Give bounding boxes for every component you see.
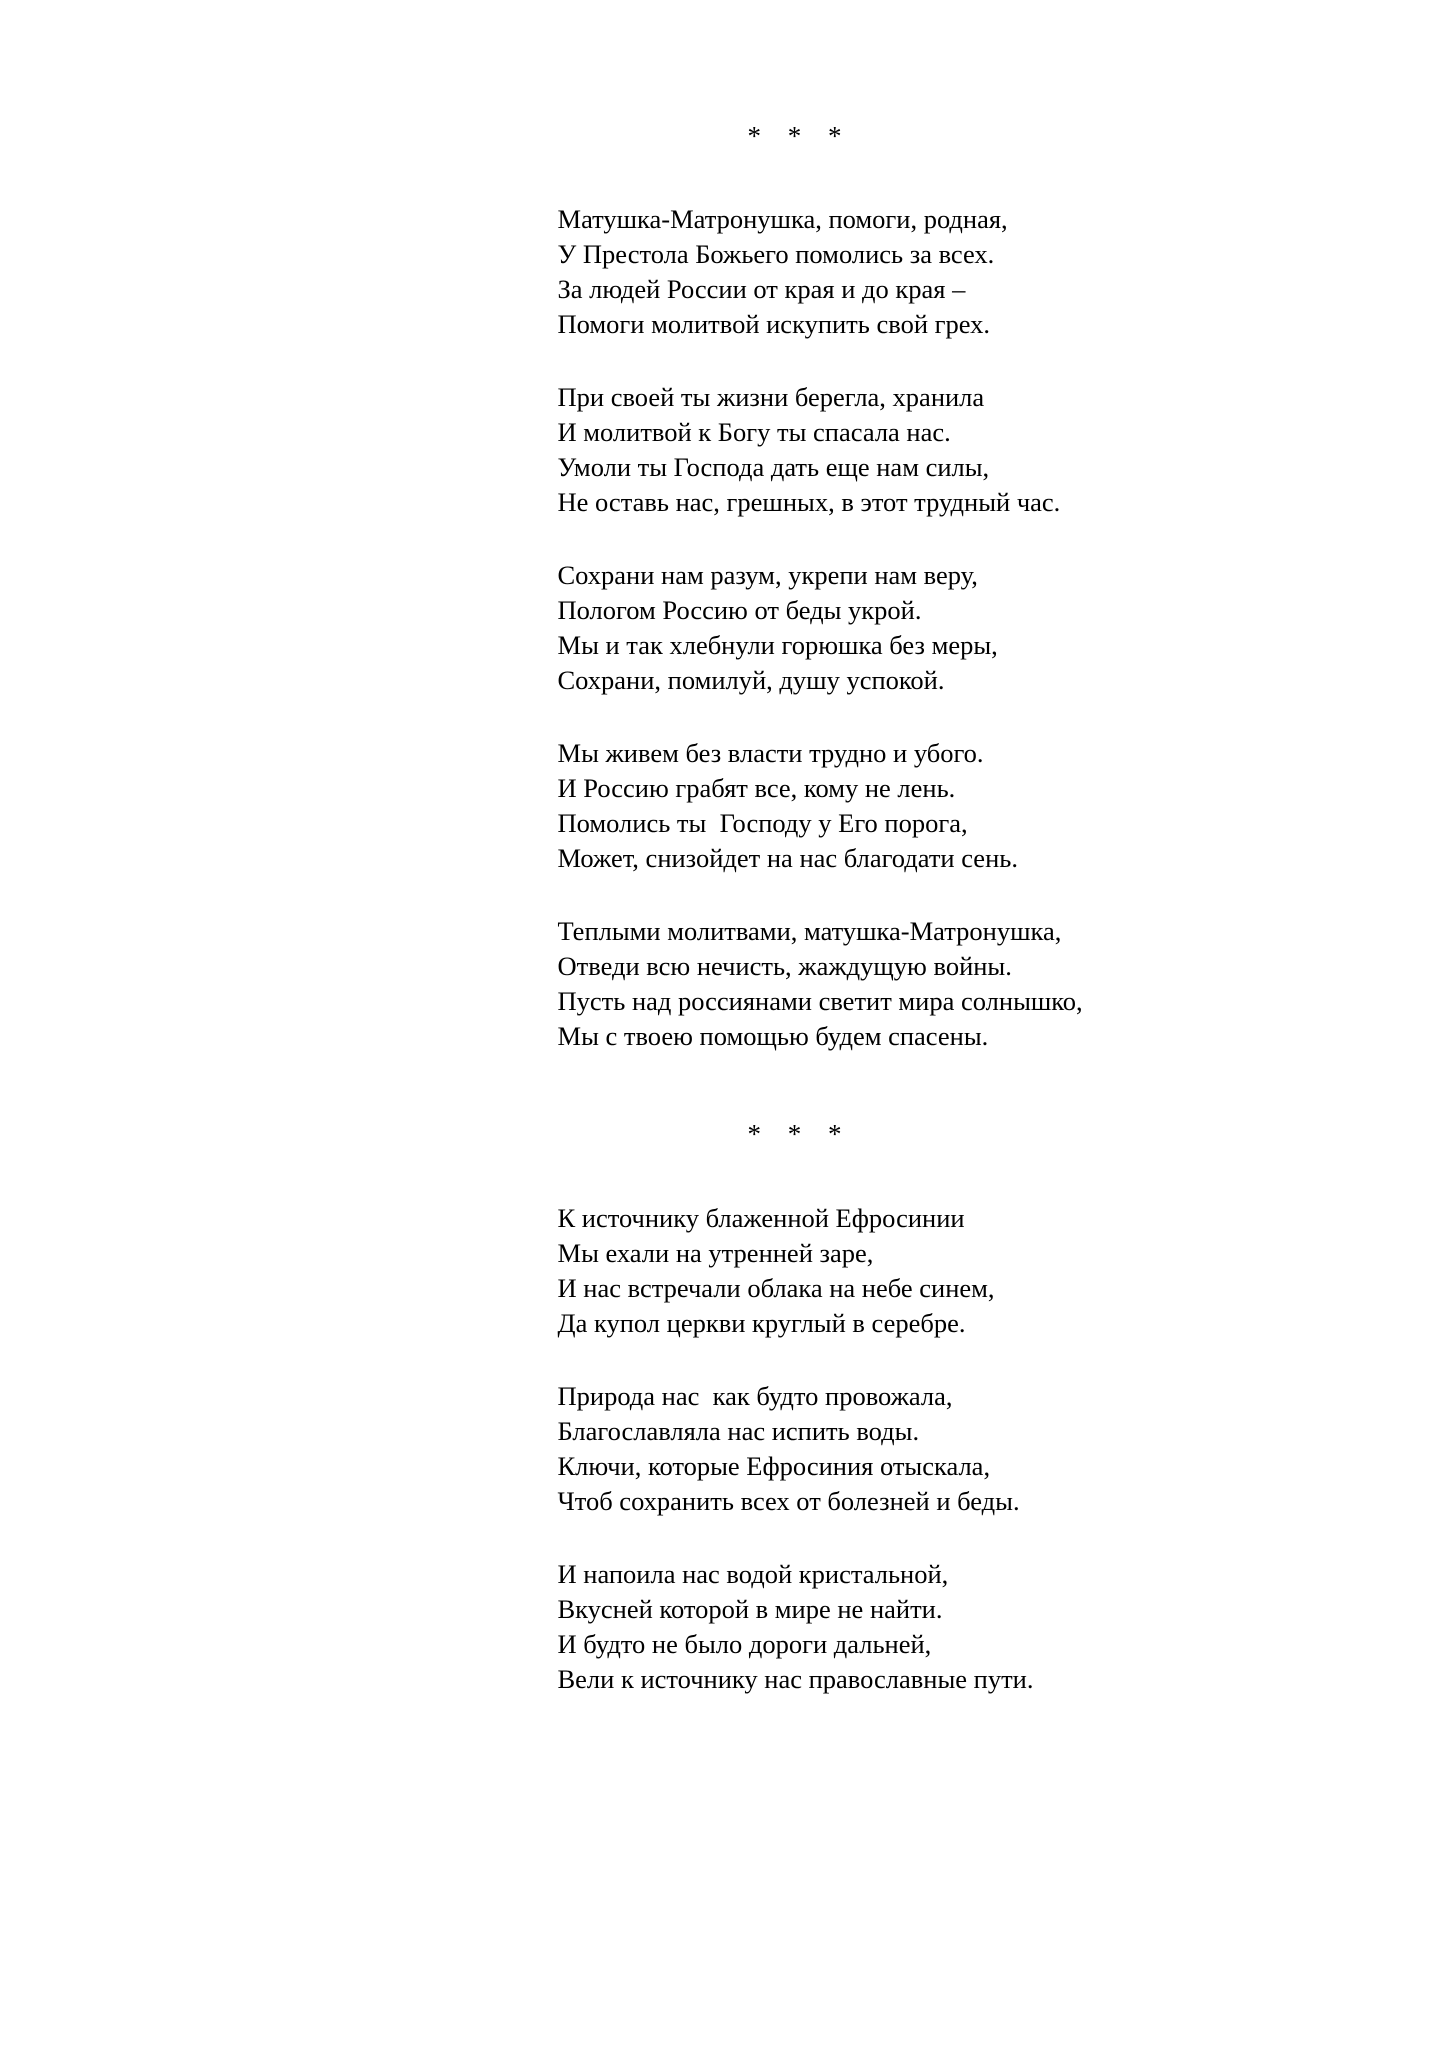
stanza xyxy=(558,736,1228,876)
poem-line: И нас встречали облака на небе синем, xyxy=(557,1272,995,1303)
poem-line: И Россию грабят все, кому не лень. xyxy=(557,773,956,804)
poem-line: Мы ехали на утренней заре, xyxy=(557,1237,874,1268)
poem-line: Помоги молитвой искупить свой грех. xyxy=(557,309,991,340)
poem-line: Природа нас как будто провожала, xyxy=(557,1380,953,1411)
poem-line: Вели к источнику нас православные пути. xyxy=(557,1663,1034,1694)
poem-line: Сохрани нам разум, укрепи нам веру, xyxy=(557,560,978,591)
poem-line: Не оставь нас, грешных, в этот трудный час. xyxy=(557,487,1061,518)
poem-line: За людей России от края и до края – xyxy=(557,274,966,305)
poem-line: Вкусней которой в мире не найти. xyxy=(557,1593,943,1624)
poem-line: К источнику блаженной Ефросинии xyxy=(557,1202,965,1233)
poem-line: Умоли ты Господа дать еще нам силы, xyxy=(557,452,990,483)
stanza xyxy=(558,1557,1228,1697)
poem-line: Может, снизойдет на нас благодати сень. xyxy=(557,843,1018,874)
spacer xyxy=(558,152,1228,202)
poem-line: И будто не было дороги дальней, xyxy=(557,1628,932,1659)
poem-line: И напоила нас водой кристальной, xyxy=(557,1558,949,1589)
poem-separator-2: * * * xyxy=(747,1119,852,1150)
stanza xyxy=(558,558,1228,698)
poem-line: Теплыми молитвами, матушка-Матронушка, xyxy=(557,916,1062,947)
poem-line: Пусть над россиянами светит мира солнышко, xyxy=(557,986,1083,1017)
poem-line: Отведи всю нечисть, жаждущую войны. xyxy=(557,951,1012,982)
stanza xyxy=(558,1379,1228,1519)
spacer xyxy=(558,1092,1228,1118)
poem-line: У Престола Божьего помолись за всех. xyxy=(557,239,995,270)
poem-line: Чтоб сохранить всех от болезней и беды. xyxy=(557,1485,1020,1516)
spacer xyxy=(558,1151,1228,1201)
poem-line: И молитвой к Богу ты спасала нас. xyxy=(557,417,951,448)
poem-line: Мы и так хлебнули горюшка без меры, xyxy=(557,630,998,661)
poem-line: При своей ты жизни берегла, хранила xyxy=(557,382,985,413)
poem-2 xyxy=(558,1201,1228,1697)
stanza xyxy=(558,914,1228,1054)
poem-line: Благославляла нас испить воды. xyxy=(557,1415,920,1446)
stanza xyxy=(558,1201,1228,1341)
poem-line: Пологом Россию от беды укрой. xyxy=(557,595,922,626)
poem-separator-1: * * * xyxy=(747,121,852,151)
poem-line: Ключи, которые Ефросиния отыскала, xyxy=(557,1450,991,1481)
stanza xyxy=(558,202,1228,342)
stanza xyxy=(558,380,1228,520)
document-body xyxy=(228,120,1228,1697)
poem-line: Помолись ты Господу у Его порога, xyxy=(557,808,968,839)
poem-line: Да купол церкви круглый в серебре. xyxy=(557,1307,966,1338)
poem-line: Матушка-Матронушка, помоги, родная, xyxy=(557,204,1008,235)
poem-1 xyxy=(558,202,1228,1054)
poem-line: Сохрани, помилуй, душу успокой. xyxy=(557,665,945,696)
poem-line: Мы с твоею помощью будем спасены. xyxy=(557,1021,989,1052)
poem-line: Мы живем без власти трудно и убого. xyxy=(557,738,984,769)
